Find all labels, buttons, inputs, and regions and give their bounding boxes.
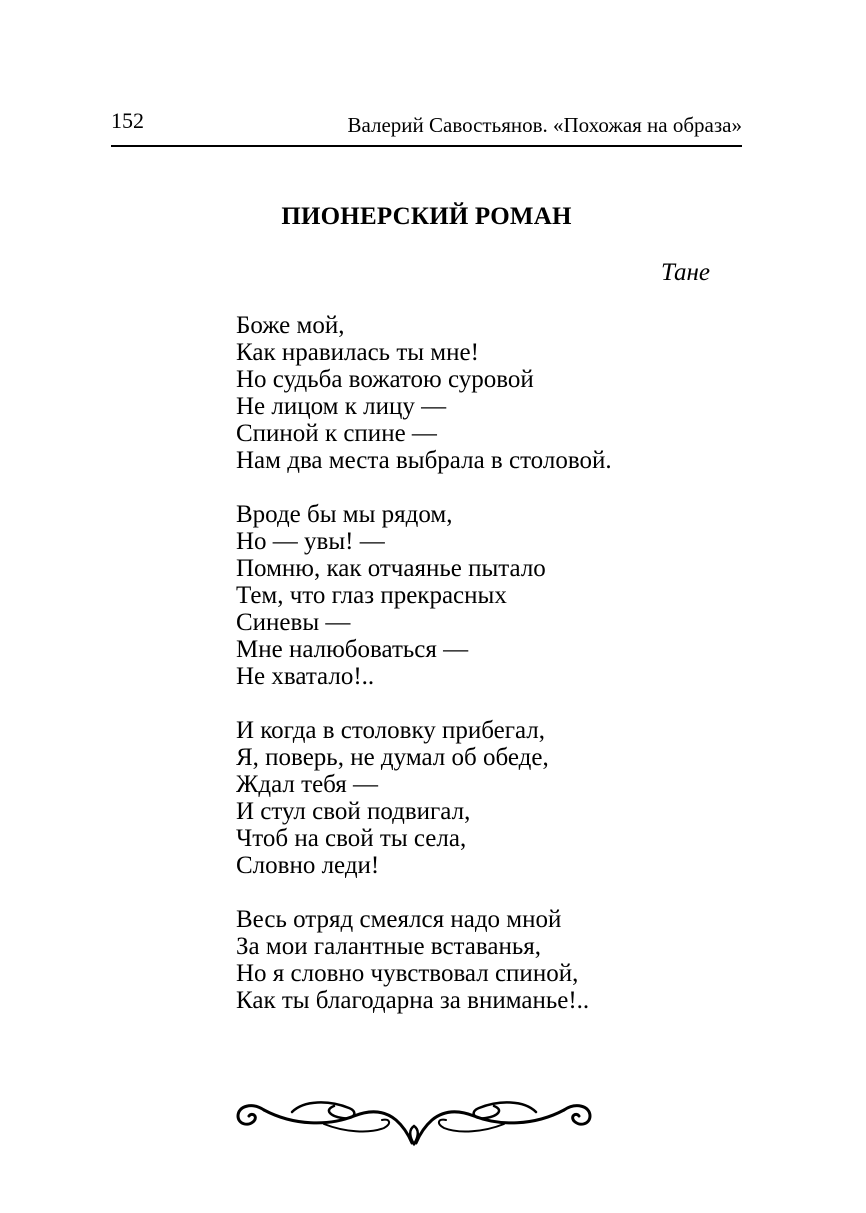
poem-line: Но судьба вожатою суровой (236, 366, 534, 393)
poem-line: Вроде бы мы рядом, (236, 501, 453, 528)
poem-line: Как нравилась ты мне! (236, 339, 479, 366)
poem-line: Но я словно чувствовал спиной, (236, 960, 579, 987)
poem-line: Как ты благодарна за вниманье!.. (236, 987, 590, 1014)
stanza (236, 312, 756, 474)
poem-line: Помню, как отчаянье пытало (236, 555, 546, 582)
poem-line: Не лицом к лицу — (236, 393, 447, 420)
poem-line: Тем, что глаз прекрасных (236, 582, 507, 609)
poem-dedication: Тане (661, 259, 710, 286)
stanza (236, 906, 756, 1014)
poem-line: Нам два места выбрала в столовой. (236, 447, 612, 474)
poem-line: Чтоб на свой ты села, (236, 825, 467, 852)
poem-line: Весь отряд смеялся надо мной (236, 906, 562, 933)
flourish-divider-icon (234, 1096, 594, 1148)
poem-line: За мои галантные вставанья, (236, 933, 541, 960)
poem-body (236, 312, 756, 1041)
poem-line: Не хватало!.. (236, 663, 375, 690)
poem-line: Ждал тебя — (236, 771, 379, 798)
poem-line: И стул свой подвигал, (236, 798, 471, 825)
page-number: 152 (111, 108, 144, 133)
stanza (236, 717, 756, 879)
poem-line: Спиной к спине — (236, 420, 437, 447)
stanza (236, 501, 756, 690)
poem-line: Мне налюбоваться — (236, 636, 469, 663)
poem-line: Боже мой, (236, 312, 345, 339)
poem-line: Синевы — (236, 609, 351, 636)
poem-line: Я, поверь, не думал об обеде, (236, 744, 549, 771)
poem-line: И когда в столовку прибегал, (236, 717, 546, 744)
running-head-title: Валерий Савостьянов. «Похожая на образа» (347, 113, 742, 137)
poem-line: Но — увы! — (236, 528, 385, 555)
poem-line: Словно леди! (236, 852, 380, 879)
header-rule (111, 145, 742, 147)
poem-title: ПИОНЕРСКИЙ РОМАН (281, 203, 572, 230)
